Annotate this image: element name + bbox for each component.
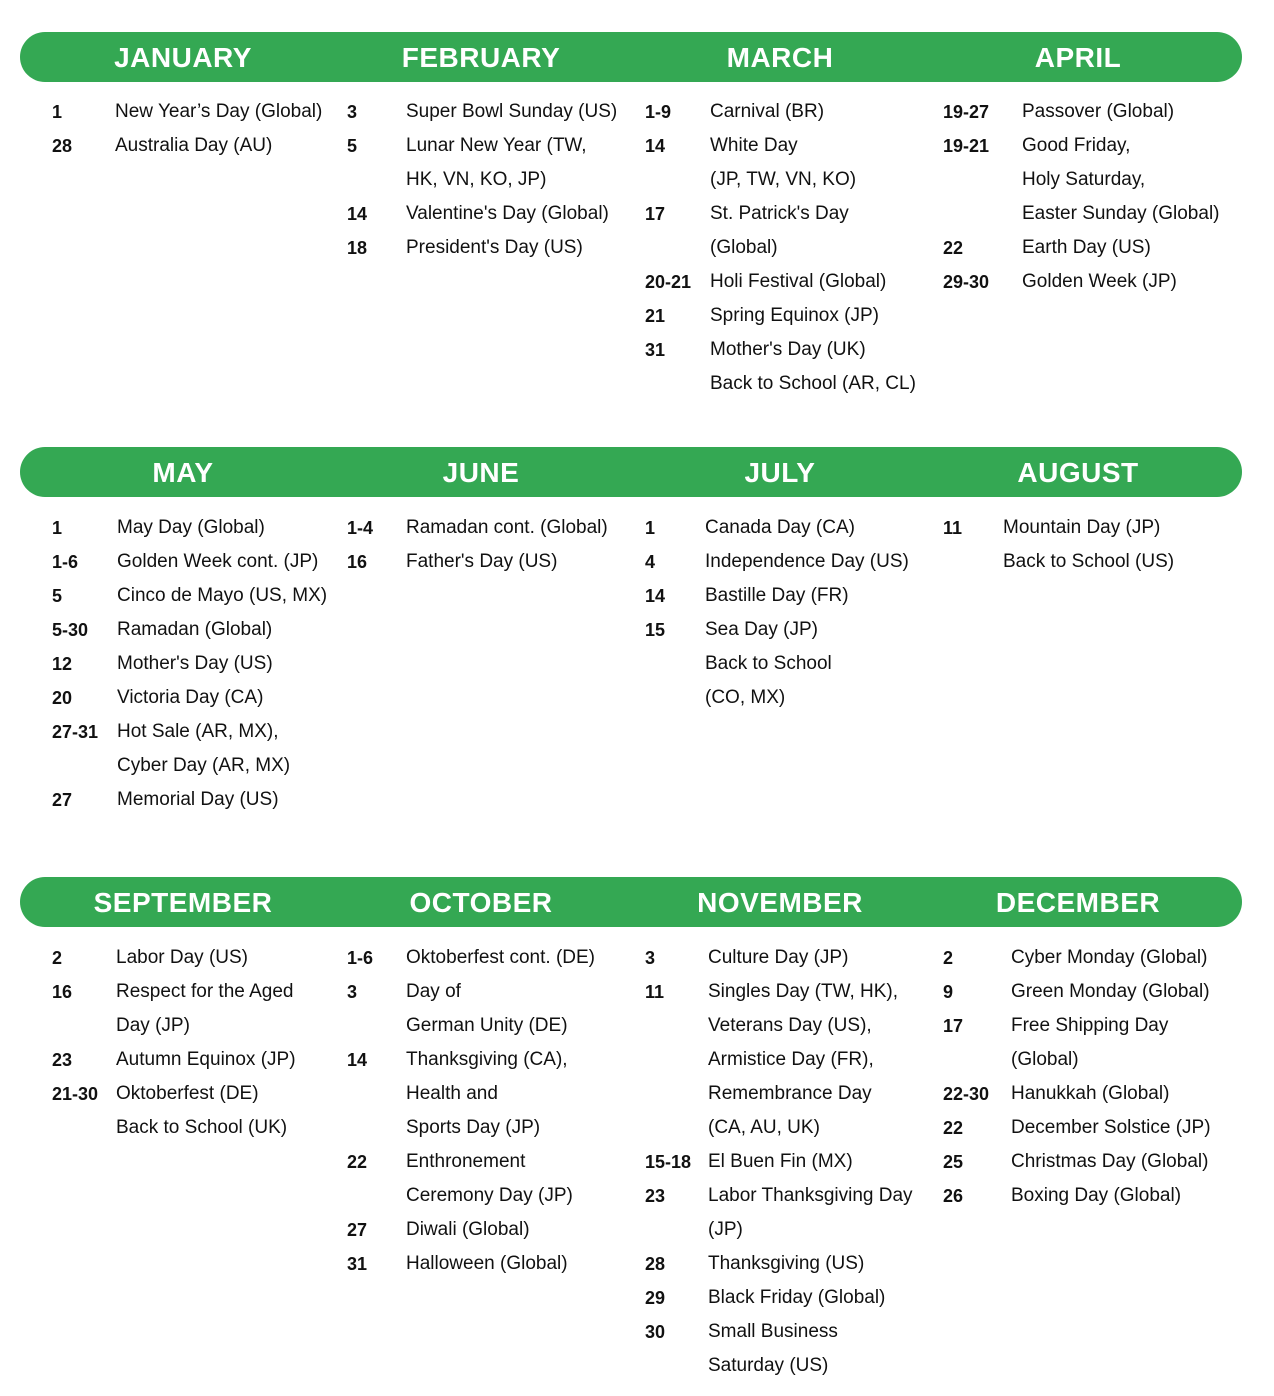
- event-date: 1-9: [645, 102, 672, 122]
- event-date: 20: [52, 688, 73, 708]
- event-description-line: Day (JP): [116, 1015, 190, 1036]
- event-description-line: December Solstice (JP): [1011, 1117, 1211, 1138]
- month-title: MAY: [152, 457, 214, 488]
- event-entry: [52, 783, 350, 817]
- event-description: [708, 1281, 885, 1315]
- event-entry: [943, 975, 1241, 1009]
- event-description-line: (JP, TW, VN, KO): [710, 169, 857, 190]
- event-date: 1: [52, 518, 63, 538]
- event-description: [406, 197, 609, 231]
- event-date: 22: [943, 1118, 964, 1138]
- event-description-line: Green Monday (Global): [1011, 981, 1210, 1002]
- event-date: 22: [943, 238, 964, 258]
- event-date: 21-30: [52, 1084, 99, 1104]
- event-date: 21: [645, 306, 666, 326]
- month-title: OCTOBER: [409, 887, 553, 918]
- event-description-line: Labor Day (US): [116, 947, 248, 968]
- event-description: [406, 129, 587, 197]
- event-description: [1011, 1179, 1181, 1213]
- event-description-line: Canada Day (CA): [705, 517, 855, 538]
- event-entry: [645, 197, 943, 265]
- event-date: 17: [645, 204, 666, 224]
- event-description-line: Black Friday (Global): [708, 1287, 886, 1308]
- event-description: [117, 681, 263, 715]
- event-entry: [645, 333, 943, 401]
- event-description-line: Boxing Day (Global): [1011, 1185, 1182, 1206]
- month-title: DECEMBER: [995, 887, 1161, 918]
- event-entry: [645, 1247, 943, 1281]
- event-date: 27: [347, 1220, 368, 1240]
- event-description-line: (Global): [1011, 1049, 1079, 1070]
- event-description-line: Ramadan cont. (Global): [406, 517, 608, 538]
- month-event-list: [943, 941, 1241, 1213]
- event-date: 26: [943, 1186, 964, 1206]
- event-description-line: Veterans Day (US),: [708, 1015, 872, 1036]
- event-description-line: Earth Day (US): [1022, 237, 1151, 258]
- event-entry: [347, 975, 645, 1043]
- event-date: 27-31: [52, 722, 99, 742]
- event-date: 12: [52, 654, 73, 674]
- event-description: [708, 1247, 864, 1281]
- event-description-line: Mountain Day (JP): [1003, 517, 1161, 538]
- event-entry: [347, 95, 645, 129]
- event-description-line: Cinco de Mayo (US, MX): [117, 585, 328, 606]
- event-entry: [645, 545, 943, 579]
- event-entry: [52, 613, 350, 647]
- event-description-line: Free Shipping Day: [1011, 1015, 1169, 1036]
- event-description-line: New Year’s Day (Global): [115, 101, 323, 122]
- event-entry: [52, 545, 350, 579]
- event-entry: [645, 975, 943, 1145]
- event-date: 1-6: [347, 948, 374, 968]
- event-description: [710, 299, 879, 333]
- event-date: 5: [52, 586, 63, 606]
- event-date: 15-18: [645, 1152, 692, 1172]
- month-header-band: [20, 32, 1242, 82]
- event-description: [406, 231, 583, 265]
- event-description-line: Ceremony Day (JP): [406, 1185, 573, 1206]
- event-entry: [943, 1009, 1241, 1077]
- event-description-line: Memorial Day (US): [117, 789, 279, 810]
- event-description: [705, 511, 855, 545]
- event-date: 1: [52, 102, 63, 122]
- event-description: [117, 647, 273, 681]
- event-date: 19-21: [943, 136, 990, 156]
- event-description: [1011, 1145, 1208, 1179]
- event-entry: [52, 975, 350, 1043]
- event-description: [1022, 95, 1174, 129]
- event-date: 15: [645, 620, 666, 640]
- event-description-line: Health and: [406, 1083, 498, 1104]
- event-description-line: Hot Sale (AR, MX),: [117, 721, 279, 742]
- event-description-line: Oktoberfest cont. (DE): [406, 947, 596, 968]
- event-date: 22-30: [943, 1084, 990, 1104]
- event-entry: [52, 647, 350, 681]
- event-entry: [347, 941, 645, 975]
- event-description: [116, 1043, 296, 1077]
- event-description-line: Super Bowl Sunday (US): [406, 101, 618, 122]
- event-date: 27: [52, 790, 73, 810]
- event-description-line: Mother's Day (UK): [710, 339, 866, 360]
- event-description-line: Back to School: [705, 653, 832, 674]
- event-entry: [645, 579, 943, 613]
- event-description: [406, 95, 617, 129]
- event-date: 1-6: [52, 552, 79, 572]
- event-description: [406, 1043, 568, 1145]
- event-date: 29: [645, 1288, 666, 1308]
- event-entry: [347, 197, 645, 231]
- event-description: [708, 941, 848, 975]
- event-date: 2: [52, 948, 63, 968]
- event-entry: [347, 511, 645, 545]
- month-event-list: [347, 941, 645, 1281]
- event-description-line: Cyber Day (AR, MX): [117, 755, 291, 776]
- event-description: [1011, 941, 1207, 975]
- event-description: [117, 579, 327, 613]
- month-event-list: [347, 511, 645, 579]
- event-description-line: Independence Day (US): [705, 551, 909, 572]
- event-date: 5: [347, 136, 358, 156]
- event-date: 25: [943, 1152, 964, 1172]
- event-description-line: Back to School (AR, CL): [710, 373, 916, 394]
- event-description-line: Saturday (US): [708, 1355, 829, 1376]
- event-description-line: Enthronement: [406, 1151, 526, 1172]
- event-entry: [645, 1315, 943, 1383]
- event-description-line: El Buen Fin (MX): [708, 1151, 853, 1172]
- event-date: 14: [347, 1050, 368, 1070]
- event-description-line: White Day: [710, 135, 798, 156]
- event-description-line: Sea Day (JP): [705, 619, 818, 640]
- event-description: [116, 1077, 287, 1145]
- event-description: [705, 613, 832, 715]
- event-description: [710, 265, 886, 299]
- month-title: JANUARY: [114, 42, 252, 73]
- month-event-list: [52, 95, 350, 163]
- event-description-line: Diwali (Global): [406, 1219, 530, 1240]
- month-title: MARCH: [726, 42, 834, 73]
- event-description-line: (Global): [710, 237, 778, 258]
- event-description: [710, 197, 849, 265]
- event-date: 20-21: [645, 272, 692, 292]
- event-date: 31: [347, 1254, 368, 1274]
- month-event-list: [52, 511, 350, 817]
- event-description-line: Victoria Day (CA): [117, 687, 264, 708]
- event-entry: [347, 1247, 645, 1281]
- event-description: [708, 1179, 913, 1247]
- event-description-line: Christmas Day (Global): [1011, 1151, 1209, 1172]
- event-entry: [52, 1077, 350, 1145]
- event-description-line: Day of: [406, 981, 461, 1002]
- event-entry: [943, 941, 1241, 975]
- event-description-line: May Day (Global): [117, 517, 265, 538]
- event-description: [710, 333, 916, 401]
- event-entry: [645, 299, 943, 333]
- event-description: [406, 545, 557, 579]
- event-entry: [347, 1213, 645, 1247]
- month-event-list: [645, 941, 943, 1383]
- month-header-band: [20, 877, 1242, 927]
- event-description-line: Singles Day (TW, HK),: [708, 981, 899, 1002]
- event-entry: [347, 1145, 645, 1213]
- event-entry: [347, 1043, 645, 1145]
- event-description-line: Thanksgiving (US): [708, 1253, 865, 1274]
- event-date: 9: [943, 982, 954, 1002]
- event-description-line: Back to School (UK): [116, 1117, 288, 1138]
- month-event-list: [943, 511, 1241, 579]
- event-entry: [52, 95, 350, 129]
- event-entry: [645, 129, 943, 197]
- event-date: 23: [52, 1050, 73, 1070]
- event-description-line: St. Patrick's Day: [710, 203, 849, 224]
- event-date: 4: [645, 552, 656, 572]
- event-description-line: HK, VN, KO, JP): [406, 169, 547, 190]
- event-entry: [645, 95, 943, 129]
- event-description: [116, 941, 248, 975]
- event-description: [1011, 1111, 1211, 1145]
- event-description: [705, 545, 909, 579]
- event-description-line: Golden Week (JP): [1022, 271, 1177, 292]
- event-description: [1011, 975, 1210, 1009]
- event-description: [708, 975, 898, 1145]
- event-entry: [645, 265, 943, 299]
- event-description-line: Holy Saturday,: [1022, 169, 1146, 190]
- month-event-list: [52, 941, 350, 1145]
- event-description-line: Small Business: [708, 1321, 838, 1342]
- event-date: 19-27: [943, 102, 990, 122]
- event-description-line: Back to School (US): [1003, 551, 1175, 572]
- event-description: [117, 783, 279, 817]
- event-description-line: Valentine's Day (Global): [406, 203, 609, 224]
- event-entry: [943, 95, 1241, 129]
- event-description: [406, 1247, 568, 1281]
- event-description: [117, 613, 272, 647]
- event-description: [1022, 231, 1151, 265]
- event-description-line: Australia Day (AU): [115, 135, 273, 156]
- event-description-line: Easter Sunday (Global): [1022, 203, 1220, 224]
- event-description-line: Mother's Day (US): [117, 653, 273, 674]
- event-date: 22: [347, 1152, 368, 1172]
- month-title: SEPTEMBER: [93, 887, 273, 918]
- event-description: [710, 95, 824, 129]
- event-description: [406, 511, 608, 545]
- event-description: [406, 1145, 573, 1213]
- event-description: [710, 129, 856, 197]
- event-date: 3: [347, 102, 358, 122]
- event-entry: [645, 941, 943, 975]
- event-entry: [943, 1077, 1241, 1111]
- event-description-line: Good Friday,: [1022, 135, 1131, 156]
- event-entry: [52, 579, 350, 613]
- event-description: [117, 715, 290, 783]
- event-entry: [347, 129, 645, 197]
- event-entry: [52, 941, 350, 975]
- month-title: JUNE: [442, 457, 520, 488]
- event-date: 23: [645, 1186, 666, 1206]
- month-header-band: [20, 447, 1242, 497]
- event-date: 16: [347, 552, 368, 572]
- event-description-line: Lunar New Year (TW,: [406, 135, 587, 156]
- event-date: 17: [943, 1016, 964, 1036]
- event-description-line: Oktoberfest (DE): [116, 1083, 259, 1104]
- event-description: [1011, 1009, 1168, 1077]
- event-description-line: Remembrance Day: [708, 1083, 872, 1104]
- event-description-line: Hanukkah (Global): [1011, 1083, 1170, 1104]
- event-entry: [943, 511, 1241, 579]
- event-description-line: Ramadan (Global): [117, 619, 273, 640]
- event-description-line: Labor Thanksgiving Day: [708, 1185, 913, 1206]
- event-entry: [645, 1179, 943, 1247]
- event-date: 5-30: [52, 620, 89, 640]
- event-description-line: Bastille Day (FR): [705, 585, 849, 606]
- month-event-list: [645, 511, 943, 715]
- event-date: 11: [943, 518, 963, 538]
- event-date: 11: [645, 982, 665, 1002]
- event-date: 1-4: [347, 518, 374, 538]
- event-entry: [943, 129, 1241, 231]
- event-entry: [645, 511, 943, 545]
- event-description: [1011, 1077, 1169, 1111]
- month-title: FEBRUARY: [401, 42, 561, 73]
- month-title: APRIL: [1034, 42, 1122, 73]
- event-description: [708, 1145, 853, 1179]
- event-date: 30: [645, 1322, 666, 1342]
- event-entry: [645, 1145, 943, 1179]
- event-description-line: Father's Day (US): [406, 551, 558, 572]
- event-date: 28: [645, 1254, 666, 1274]
- event-description: [115, 95, 322, 129]
- event-description-line: (CA, AU, UK): [708, 1117, 820, 1138]
- event-description-line: Halloween (Global): [406, 1253, 568, 1274]
- event-date: 18: [347, 238, 368, 258]
- event-description: [1022, 265, 1177, 299]
- event-description: [406, 975, 568, 1043]
- event-description-line: President's Day (US): [406, 237, 583, 258]
- event-description: [117, 511, 265, 545]
- event-description: [117, 545, 318, 579]
- event-entry: [52, 511, 350, 545]
- month-event-list: [347, 95, 645, 265]
- event-description: [406, 941, 595, 975]
- event-entry: [943, 231, 1241, 265]
- month-event-list: [943, 95, 1241, 299]
- event-date: 16: [52, 982, 73, 1002]
- event-entry: [645, 1281, 943, 1315]
- event-description-line: Respect for the Aged: [116, 981, 294, 1002]
- event-description: [705, 579, 849, 613]
- event-description-line: Passover (Global): [1022, 101, 1175, 122]
- event-description-line: Thanksgiving (CA),: [406, 1049, 568, 1070]
- event-date: 2: [943, 948, 954, 968]
- event-date: 1: [645, 518, 656, 538]
- month-title: JULY: [744, 457, 816, 488]
- event-entry: [943, 1111, 1241, 1145]
- event-description: [1022, 129, 1220, 231]
- event-description: [1003, 511, 1174, 579]
- event-entry: [347, 545, 645, 579]
- month-event-list: [645, 95, 943, 401]
- event-entry: [645, 613, 943, 715]
- event-description-line: Spring Equinox (JP): [710, 305, 879, 326]
- event-date: 28: [52, 136, 73, 156]
- event-description-line: Golden Week cont. (JP): [117, 551, 319, 572]
- event-date: 14: [347, 204, 368, 224]
- event-entry: [943, 265, 1241, 299]
- event-entry: [52, 129, 350, 163]
- event-date: 14: [645, 586, 666, 606]
- event-description-line: Carnival (BR): [710, 101, 825, 122]
- event-description-line: Sports Day (JP): [406, 1117, 541, 1138]
- event-date: 29-30: [943, 272, 990, 292]
- event-description-line: Armistice Day (FR),: [708, 1049, 874, 1070]
- event-entry: [52, 1043, 350, 1077]
- event-description-line: Culture Day (JP): [708, 947, 849, 968]
- event-description-line: Holi Festival (Global): [710, 271, 887, 292]
- event-description: [708, 1315, 838, 1383]
- month-title: NOVEMBER: [697, 887, 863, 918]
- event-description-line: (JP): [708, 1219, 743, 1240]
- event-description: [116, 975, 293, 1043]
- event-description-line: German Unity (DE): [406, 1015, 568, 1036]
- event-entry: [52, 681, 350, 715]
- event-date: 3: [347, 982, 358, 1002]
- event-entry: [943, 1179, 1241, 1213]
- event-date: 3: [645, 948, 656, 968]
- event-description-line: (CO, MX): [705, 687, 786, 708]
- month-title: AUGUST: [1017, 457, 1139, 488]
- event-entry: [347, 231, 645, 265]
- event-description: [406, 1213, 530, 1247]
- event-description-line: Cyber Monday (Global): [1011, 947, 1208, 968]
- event-date: 31: [645, 340, 666, 360]
- event-date: 14: [645, 136, 666, 156]
- event-entry: [943, 1145, 1241, 1179]
- event-entry: [52, 715, 350, 783]
- event-description: [115, 129, 272, 163]
- event-description-line: Autumn Equinox (JP): [116, 1049, 296, 1070]
